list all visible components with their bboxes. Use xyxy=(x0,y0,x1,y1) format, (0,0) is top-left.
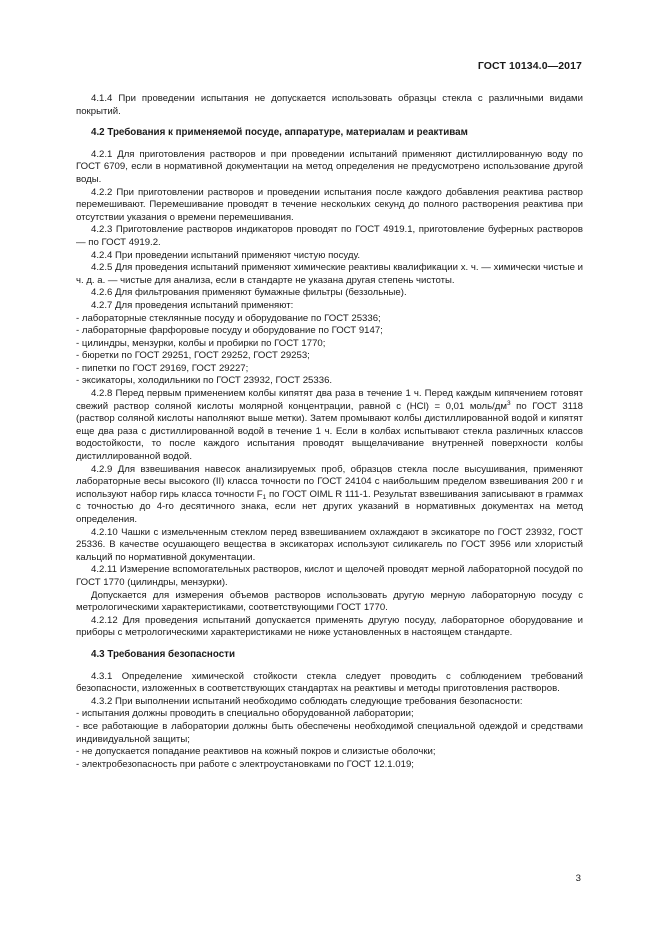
paragraph-4-2-8 xyxy=(76,388,583,464)
paragraph-4-3-2: 4.3.2 При выполнении испытаний необходимо соблюдать следующие требования безопасности: xyxy=(91,695,523,707)
page-content xyxy=(76,93,583,771)
paragraph-4-2-1: 4.2.1 Для приготовления растворов и при проведении испытаний применяют дистиллированную воду по ГОСТ 6709, если в нормативной документации на метод определения не предусмотрено использование другой воды. xyxy=(76,148,583,185)
paragraph-4-2-11: 4.2.11 Измерение вспомогательных растворов, кислот и щелочей проводят мерной лабораторной посудой по ГОСТ 1770 (цилиндры, мензурки). xyxy=(76,564,583,588)
paragraph-4-1-4: 4.1.4 При проведении испытания не допускается использовать образцы стекла с различными видами покрытий. xyxy=(76,93,583,117)
superscript-3: 3 xyxy=(507,399,511,407)
paragraph-4-3-1: 4.3.1 Определение химической стойкости стекла следует проводить с соблюдением требований безопасности, изложенных в соответствующих стандартах на реактивы и методы приготовления растворов. xyxy=(76,670,583,695)
list-item: - электробезопасность при работе с электроустановками по ГОСТ 12.1.019; xyxy=(76,758,414,770)
section-heading-4-2: 4.2 Требования к применяемой посуде, аппаратуре, материалам и реактивам xyxy=(91,127,468,139)
paragraph-4-2-4: 4.2.4 При проведении испытаний применяют чистую посуду. xyxy=(91,249,360,261)
paragraph-4-2-9 xyxy=(76,464,583,527)
list-item: - испытания должны проводить в специально оборудованной лаборатории; xyxy=(76,708,414,720)
paragraph-4-2-9-part-b: по ГОСТ OIML R 111-1. Результат взвешивания записывают в граммах с точностью до 4-го десятичного знака, если нет других указаний в нормативных документах на метод определения. xyxy=(76,488,583,525)
paragraph-4-2-6: 4.2.6 Для фильтрования применяют бумажные фильтры (беззольные). xyxy=(91,287,407,299)
subscript-1: 1 xyxy=(262,493,267,501)
section-heading-4-3: 4.3 Требования безопасности xyxy=(91,648,235,660)
list-item: - эксикаторы, холодильники по ГОСТ 23932, ГОСТ 25336. xyxy=(76,375,333,387)
paragraph-4-2-10: 4.2.10 Чашки с измельченным стеклом перед взвешиванием охлаждают в эксикаторе по ГОСТ 23932, ГОСТ 25336. В качестве осушающего вещества в эксикаторах используют силикагель по ГОСТ 3956 или хлористый кальций по нормативной документации. xyxy=(76,526,583,563)
list-item: - лабораторные фарфоровые посуду и оборудование по ГОСТ 9147; xyxy=(76,325,383,337)
list-item: - все работающие в лаборатории должны быть обеспечены необходимой специальной одеждой и средствами индивидуальной защиты; xyxy=(76,720,583,745)
paragraph-4-2-7: 4.2.7 Для проведения испытаний применяют: xyxy=(91,299,294,311)
list-item: - бюретки по ГОСТ 29251, ГОСТ 29252, ГОСТ 29253; xyxy=(76,350,310,362)
paragraph-4-2-9-part-a: 4.2.9 Для взвешивания навесок анализируемых проб, образцов стекла после высушивания, применяют лабораторные весы высокого (II) класса точности по ГОСТ 24104 с наибольшим пределом взвешивания 200 г и используют набор гирь класса точности F xyxy=(76,463,583,500)
list-item: - цилиндры, мензурки, колбы и пробирки по ГОСТ 1770; xyxy=(76,337,326,349)
page-number: 3 xyxy=(575,873,581,884)
paragraph-4-2-12: 4.2.12 Для проведения испытаний допускается применять другую посуду, лабораторное оборудование и приборы с метрологическими характеристиками не ниже установленных в настоящем стандарте. xyxy=(76,614,583,639)
list-item: - пипетки по ГОСТ 29169, ГОСТ 29227; xyxy=(76,362,249,374)
paragraph-4-2-3: 4.2.3 Приготовление растворов индикаторов проводят по ГОСТ 4919.1, приготовление буферных растворов — по ГОСТ 4919.2. xyxy=(76,224,583,248)
list-item: - не допускается попадание реактивов на кожный покров и слизистые оболочки; xyxy=(76,746,436,758)
paragraph-4-2-8-part-b: по ГОСТ 3118 (раствор соляной кислоты наполняют выше метки). Затем промывают колбы дистиллированной водой и кипятят еще два раза с дистиллированной водой в течение 1 ч. Если в колбах испытывают стекла различных классов водостойкости, то после каждого испытания проводят выщелачивание внутренней поверхности колбы дистиллированной водой. xyxy=(76,400,583,463)
paragraph-4-2-5: 4.2.5 Для проведения испытаний применяют химические реактивы квалификации х. ч. — химически чистые и ч. д. а. — чистые для анализа, если в стандарте не указана другая степень чистоты. xyxy=(76,262,583,286)
paragraph-4-2-8-part-a: 4.2.8 Перед первым применением колбы кипятят два раза в течение 1 ч. Перед каждым кипячением готовят свежий раствор соляной кислоты молярной концентрации, равной с (HCl) = 0,01 моль/дм xyxy=(76,388,583,412)
paragraph-4-2-2: 4.2.2 При приготовлении растворов и проведении испытания после каждого добавления реактива раствор перемешивают. Перемешивание проводят в течение нескольких секунд до полного растворения реактива при отсутствии указания о времени перемешивания. xyxy=(76,186,583,223)
list-item: - лабораторные стеклянные посуду и оборудование по ГОСТ 25336; xyxy=(76,312,381,324)
document-code-header: ГОСТ 10134.0—2017 xyxy=(477,60,582,72)
paragraph-4-2-11-note: Допускается для измерения объемов растворов использовать другую мерную лабораторную посуду с метрологическими характеристиками, соответствующими ГОСТ 1770. xyxy=(76,589,583,614)
